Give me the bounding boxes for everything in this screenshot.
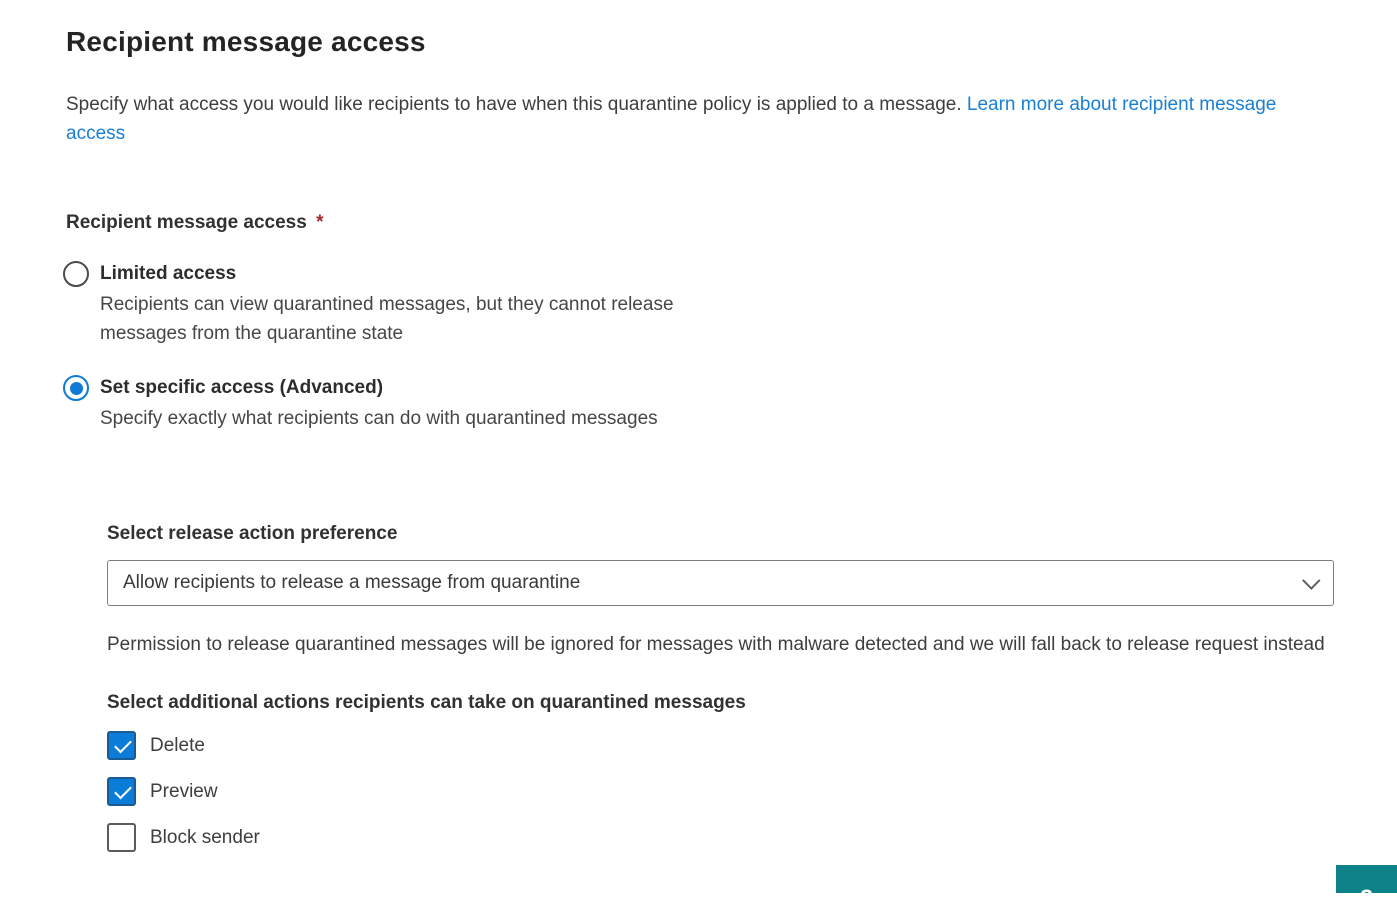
learn-more-link[interactable]: Learn more about recipient message access [66,94,1277,144]
help-button[interactable] [1336,865,1397,910]
radio-option-label: Set specific access (Advanced) [100,377,384,398]
checkbox-row-preview[interactable] [107,777,1337,806]
release-preference-dropdown[interactable] [107,560,1334,606]
checkbox-label: Preview [150,780,218,802]
intro-text [66,90,1337,148]
field-label-text: Recipient message access [66,212,313,233]
intro-text-body: Specify what access you would like recipients to have when this quarantine policy is applied to a message. [66,94,967,115]
chevron-down-icon [1302,571,1320,589]
additional-actions-label: Select additional actions recipients can take on quarantined messages [107,692,746,713]
radio-selected-icon[interactable] [63,375,89,401]
checkbox-row-delete[interactable] [107,731,1337,760]
checkbox-label: Block sender [150,826,260,848]
dropdown-selected-value: Allow recipients to release a message from quarantine [123,572,581,593]
release-preference-note: Permission to release quarantined messages will be ignored for messages with malware detected and we will fall back to release request instead [107,634,1325,655]
advanced-access-settings [107,523,1337,852]
radio-option-limited-access[interactable] [63,260,1337,348]
checkbox-checked-icon[interactable] [107,777,136,806]
radio-unselected-icon[interactable] [63,261,89,287]
recipient-access-radio-group [63,260,1337,433]
recipient-message-access-label [66,212,1337,234]
question-mark-icon: ? [1359,885,1374,910]
page-title: Recipient message access [66,26,426,57]
radio-option-body [100,374,658,433]
checkbox-label: Delete [150,734,205,756]
required-asterisk: * [316,212,324,233]
radio-option-description: Specify exactly what recipients can do with quarantined messages [100,408,658,429]
release-preference-label: Select release action preference [107,523,398,544]
checkbox-row-block-sender[interactable] [107,823,1337,852]
checkbox-unchecked-icon[interactable] [107,823,136,852]
radio-option-label: Limited access [100,263,237,284]
radio-option-set-specific-access[interactable] [63,374,1337,433]
radio-option-description: Recipients can view quarantined messages, but they cannot release messages from the quarantine state [100,294,674,344]
radio-option-body [100,260,745,348]
checkbox-checked-icon[interactable] [107,731,136,760]
